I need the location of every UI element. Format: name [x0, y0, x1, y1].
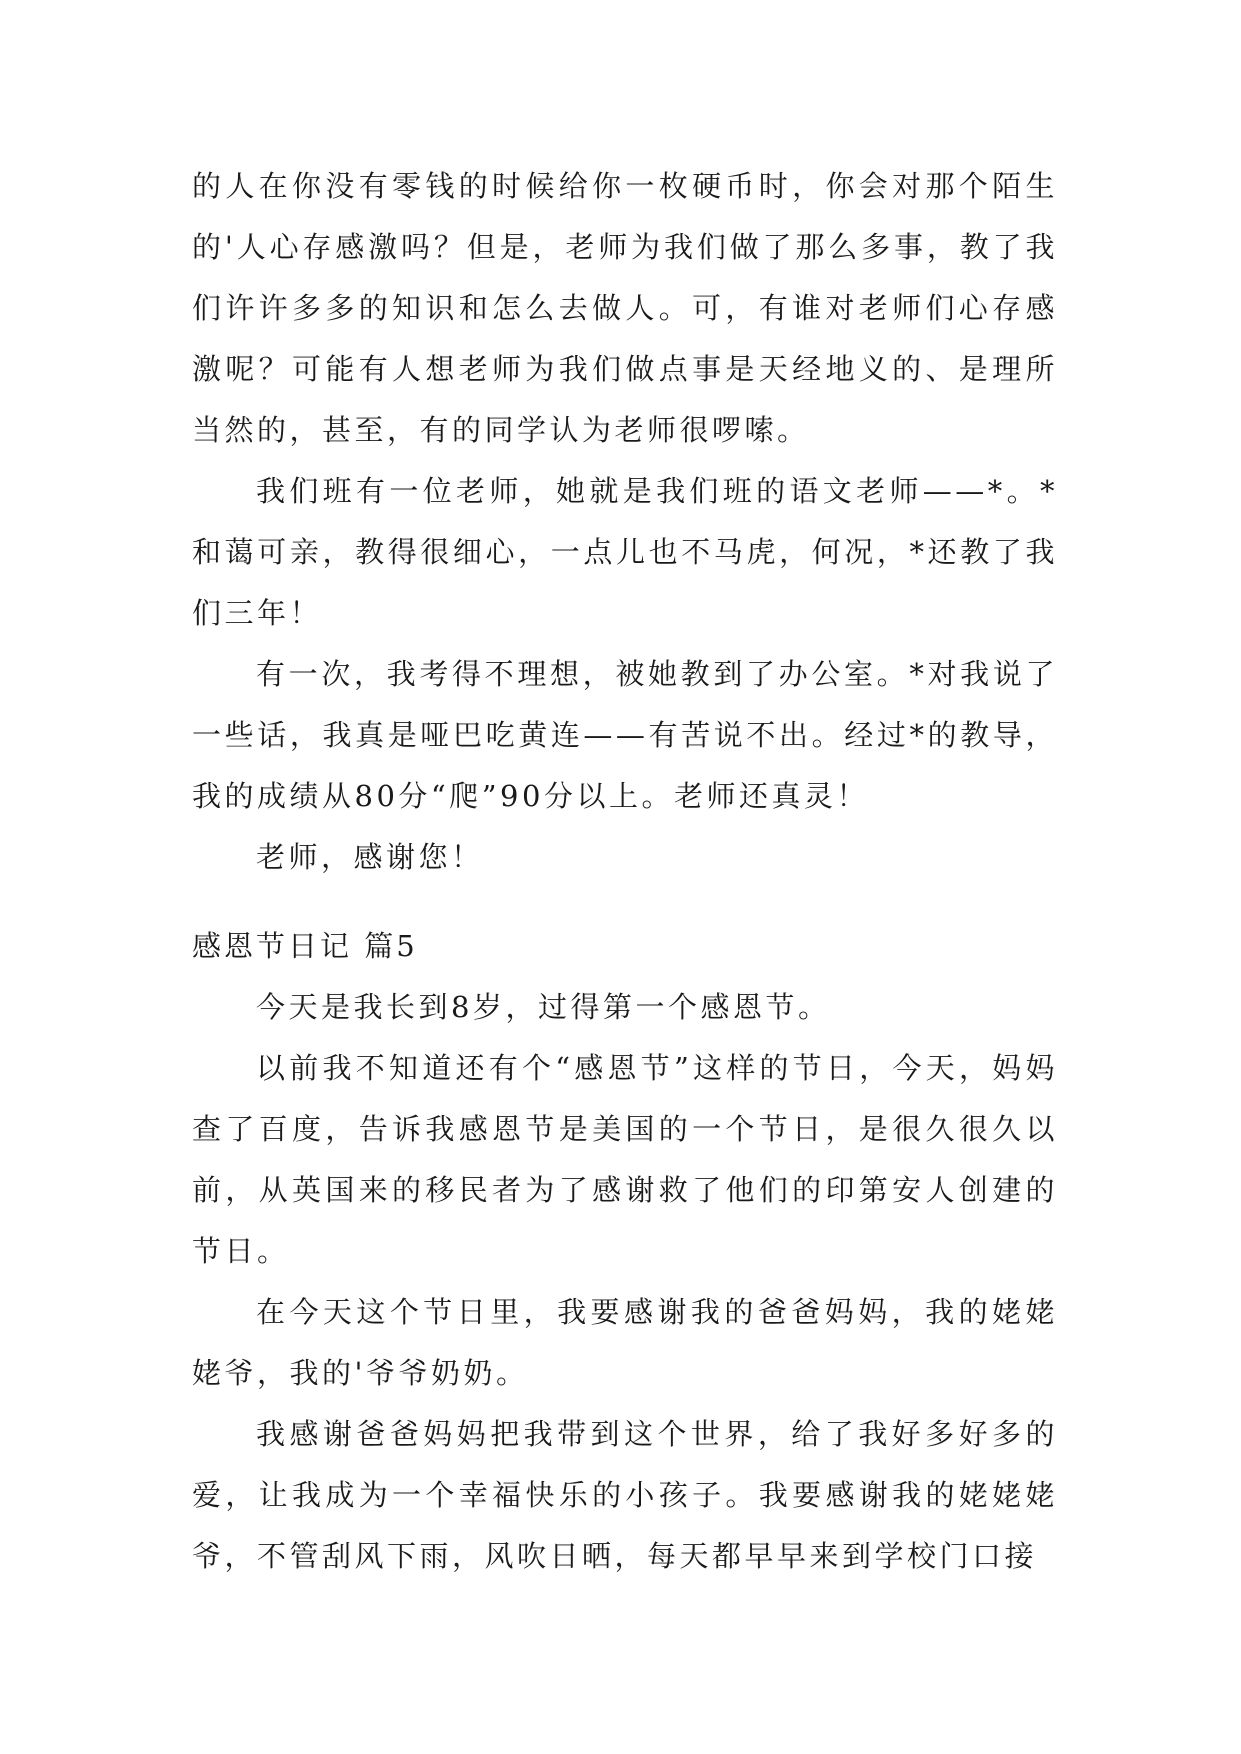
paragraph: 老师，感谢您！ — [256, 840, 484, 874]
paragraph: 在今天这个节日里，我要感谢我的爸爸妈妈，我的姥姥姥爷，我的'爷爷奶奶。 — [192, 1295, 1058, 1390]
paragraph: 我感谢爸爸妈妈把我带到这个世界，给了我好多好多的爱，让我成为一个幸福快乐的小孩子。我要感谢我的姥姥姥爷，不管刮风下雨，风吹日晒，每天都早早来到学校门口接 — [192, 1417, 1058, 1573]
section-heading: 感恩节日记 篇5 — [192, 929, 418, 963]
paragraph: 有一次，我考得不理想，被她教到了办公室。*对我说了一些话，我真是哑巴吃黄连——有苦说不出。经过*的教导，我的成绩从80分“爬”90分以上。老师还真灵！ — [192, 657, 1058, 813]
paragraph: 今天是我长到8岁，过得第一个感恩节。 — [256, 990, 831, 1024]
paragraph: 以前我不知道还有个“感恩节”这样的节日，今天，妈妈查了百度，告诉我感恩节是美国的一个节日，是很久很久以前，从英国来的移民者为了感谢救了他们的印第安人创建的节日。 — [192, 1051, 1058, 1268]
continued-paragraph: 的人在你没有零钱的时候给你一枚硬币时，你会对那个陌生的'人心存感激吗？但是，老师为我们做了那么多事，教了我们许许多多的知识和怎么去做人。可，有谁对老师们心存感激呢？可能有人想老师为我们做点事是天经地义的、是理所当然的，甚至，有的同学认为老师很啰嗦。 — [192, 169, 1058, 447]
essay-part-2 — [192, 916, 1058, 1587]
essay-part-1 — [192, 156, 1058, 888]
paragraph: 我们班有一位老师，她就是我们班的语文老师——*。*和蔼可亲，教得很细心，一点儿也不马虎，何况，*还教了我们三年！ — [192, 474, 1058, 630]
